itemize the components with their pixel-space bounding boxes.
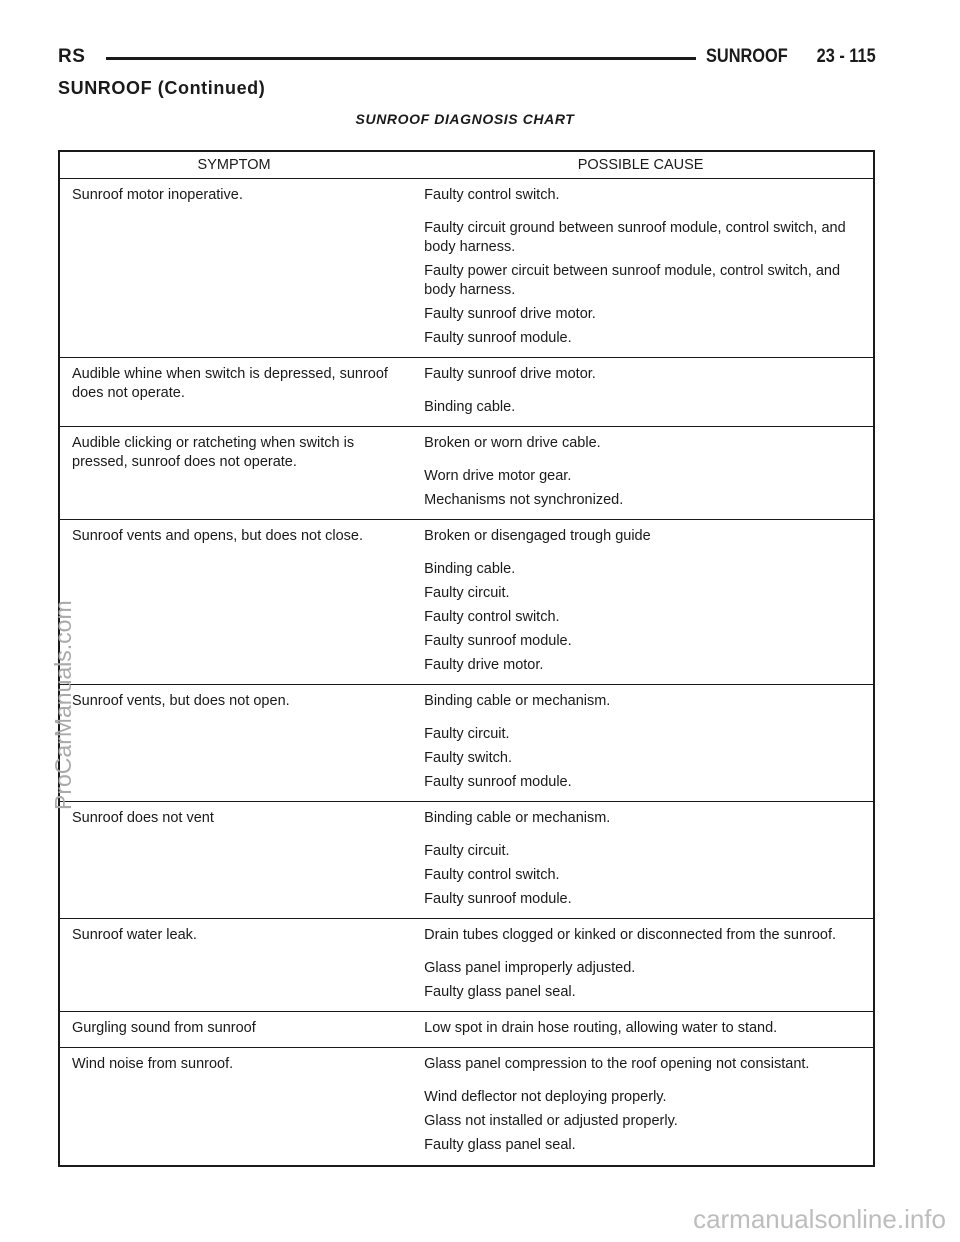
table-row	[59, 802, 874, 919]
cause-item: Faulty switch.	[424, 750, 512, 766]
cause-item: Wind deflector not deploying properly.	[424, 1089, 667, 1105]
cause-item: Binding cable or mechanism.	[424, 693, 611, 709]
cause-item: Broken or disengaged trough guide	[424, 528, 651, 544]
possible-cause-cell	[408, 520, 874, 685]
cause-item: Glass panel compression to the roof opening not consistant.	[424, 1056, 810, 1072]
symptom-cell: Wind noise from sunroof.	[72, 1056, 234, 1072]
header-rule	[106, 57, 696, 60]
page-number: 23 - 115	[816, 46, 876, 67]
symptom-cell: Sunroof vents and opens, but does not close.	[59, 520, 408, 685]
symptom-cell: Gurgling sound from sunroof	[59, 1012, 408, 1048]
column-header-symptom: SYMPTOM	[59, 151, 408, 179]
chart-title: SUNROOF DIAGNOSIS CHART	[355, 111, 575, 127]
cause-item: Mechanisms not synchronized.	[424, 492, 624, 508]
cause-item: Faulty circuit.	[424, 585, 510, 601]
cause-item: Faulty sunroof module.	[424, 891, 572, 907]
cause-item: Faulty control switch.	[424, 609, 560, 625]
table-body	[59, 179, 874, 1167]
cause-item: Faulty drive motor.	[424, 657, 544, 673]
section-name: SUNROOF	[706, 46, 788, 67]
cause-item: Faulty circuit.	[424, 843, 510, 859]
cause-item: Faulty sunroof module.	[424, 330, 572, 346]
symptom-cell: Sunroof water leak.	[59, 919, 408, 1012]
table-row	[59, 919, 874, 1012]
cause-item: Broken or worn drive cable.	[424, 435, 601, 451]
cause-item: Binding cable.	[424, 399, 516, 415]
table-row	[59, 1048, 874, 1167]
cause-item: Faulty control switch.	[424, 187, 560, 203]
possible-cause-cell	[408, 427, 874, 520]
possible-cause-cell	[408, 685, 874, 802]
cause-item: Glass not installed or adjusted properly.	[424, 1113, 678, 1129]
cause-item: Faulty sunroof drive motor.	[424, 306, 596, 322]
table-row	[59, 427, 874, 520]
cause-item: Faulty circuit ground between sunroof module, control switch, and body harness.	[424, 220, 846, 255]
possible-cause-cell	[408, 802, 874, 919]
cause-item: Faulty power circuit between sunroof module, control switch, and body harness.	[424, 263, 841, 298]
possible-cause-cell	[408, 358, 874, 427]
possible-cause-cell	[408, 919, 874, 1012]
cause-item: Worn drive motor gear.	[424, 468, 572, 484]
column-header-possible-cause: POSSIBLE CAUSE	[408, 151, 874, 179]
section-subtitle: SUNROOF (Continued)	[58, 78, 266, 98]
vehicle-code: RS	[58, 46, 86, 67]
cause-item: Faulty sunroof module.	[424, 633, 572, 649]
table-header-row	[59, 151, 874, 179]
cause-item: Binding cable or mechanism.	[424, 810, 611, 826]
possible-cause-cell	[408, 1048, 874, 1167]
cause-item: Faulty circuit.	[424, 726, 510, 742]
table-row	[59, 520, 874, 685]
cause-item: Faulty sunroof module.	[424, 774, 572, 790]
possible-cause-cell	[408, 1012, 874, 1048]
cause-item: Faulty sunroof drive motor.	[424, 366, 596, 382]
cause-item: Glass panel improperly adjusted.	[424, 960, 636, 976]
symptom-cell: Audible whine when switch is depressed, sunroof does not operate.	[59, 358, 408, 427]
cause-item: Faulty glass panel seal.	[424, 984, 576, 1000]
symptom-cell: Sunroof vents, but does not open.	[59, 685, 408, 802]
diagnosis-table	[58, 150, 875, 1167]
symptom-cell: Audible clicking or ratcheting when switch is pressed, sunroof does not operate.	[59, 427, 408, 520]
cause-item: Binding cable.	[424, 561, 516, 577]
symptom-cell: Sunroof motor inoperative.	[59, 179, 408, 358]
table-row	[59, 358, 874, 427]
table-row	[59, 1012, 874, 1048]
cause-item: Drain tubes clogged or kinked or disconnected from the sunroof.	[424, 927, 837, 943]
cause-item: Faulty glass panel seal.	[424, 1137, 576, 1153]
possible-cause-cell	[408, 179, 874, 358]
table-row	[59, 179, 874, 358]
bottom-watermark: carmanualsonline.info	[693, 1204, 946, 1234]
cause-item: Low spot in drain hose routing, allowing water to stand.	[424, 1020, 778, 1036]
cause-item: Faulty control switch.	[424, 867, 560, 883]
page-header	[58, 46, 876, 70]
table-row	[59, 685, 874, 802]
side-watermark-text: ProCarManuals.com	[50, 600, 76, 810]
side-watermark	[6, 400, 76, 820]
symptom-cell: Sunroof does not vent	[59, 802, 408, 919]
